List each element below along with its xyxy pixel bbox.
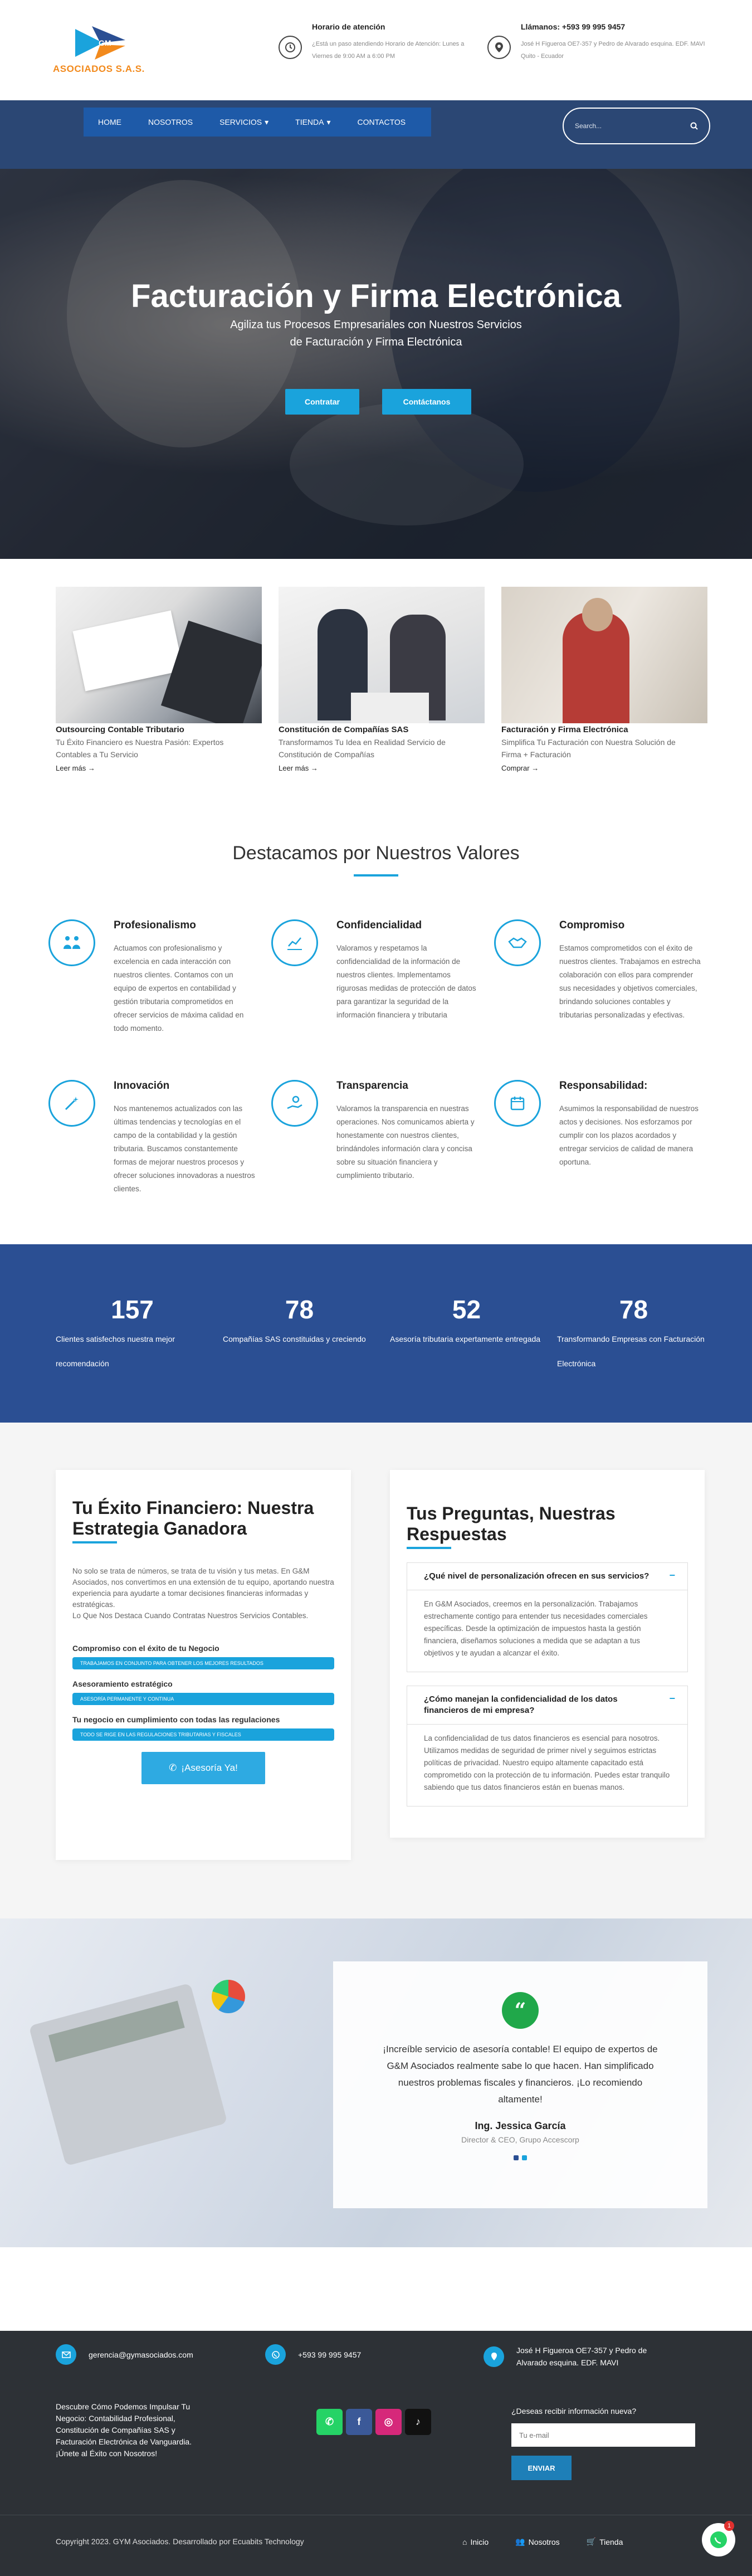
value-title: Confidencialidad — [336, 919, 422, 931]
value-text: Valoramos la transparencia en nuestras operaciones. Nos comunicamos abierta y honestamente con nuestros clientes, brindándoles información clara y concisa sobre su situación financiera y cumplimiento tributario. — [336, 1104, 475, 1180]
clock-icon — [279, 36, 302, 59]
nav-item-servicios[interactable]: SERVICIOS ▾ — [219, 117, 269, 126]
logo-mark-icon — [70, 23, 131, 62]
strategy-text: Lo Que Nos Destaca Cuando Contratas Nuestros Servicios Contables. — [72, 1611, 309, 1620]
stat-label: Transformando Empresas con Facturación Electrónica — [557, 1335, 705, 1368]
hours-text: ¿Está un paso atendiendo Horario de Atención: Lunes a Viernes de 9:00 AM a 6:00 PM — [312, 41, 465, 60]
values-title: Destacamos por Nuestros Valores — [232, 843, 520, 864]
nav-item-tienda[interactable]: TIENDA ▾ — [295, 117, 331, 126]
footer-phone[interactable]: +593 99 995 9457 — [265, 2344, 361, 2365]
service-image — [501, 587, 707, 723]
location-icon — [484, 2346, 504, 2367]
service-title: Constitución de Compañías SAS — [279, 725, 409, 734]
stat-item — [223, 1294, 390, 1351]
arrow-right-icon: → — [87, 764, 95, 772]
hours-title: Horario de atención — [312, 22, 385, 31]
service-desc: Transformamos Tu Idea en Realidad Servicio de Constitución de Compañías — [279, 738, 446, 759]
testimonial-text: ¡Increíble servicio de asesoría contable! El equipo de expertos de G&M Asociados realmente sabe lo que hacen. Han simplificado nuestros problemas fiscales y financieros. ¡Lo recomiendo altamente! — [383, 2044, 658, 2105]
faq-title: Tus Preguntas, Nuestras Respuestas — [407, 1503, 616, 1544]
hero-subtitle-line: de Facturación y Firma Electrónica — [290, 336, 462, 348]
main-navbar — [0, 100, 752, 169]
nav-item-home[interactable]: HOME — [98, 118, 121, 126]
asesoria-button[interactable]: ✆ ¡Asesoría Ya! — [141, 1752, 265, 1784]
stat-number: 78 — [619, 1295, 648, 1324]
strategy-faq-section — [0, 1423, 752, 1918]
address-text: José H Figueroa OE7-357 y Pedro de Alvarado esquina. EDF. MAVI Quito - Ecuador — [521, 41, 705, 60]
footer-links — [462, 2537, 623, 2546]
testimonial-role: Director & CEO, Grupo Accescorp — [461, 2135, 579, 2144]
logo-mark-text: GM — [99, 38, 111, 47]
faq-answer: La confidencialidad de tus datos financieros es esencial para nosotros. Utilizamos medidas de seguridad de primer nivel y seguimos estrictas políticas de privacidad. Nuestro equipo altamente capacitado está comprometido con la protección de tu información. Puedes estar tranquilo sabiendo que tus datos financieros están en buenas manos. — [424, 1734, 670, 1791]
value-title: Compromiso — [559, 919, 625, 931]
faq-answer: En G&M Asociados, creemos en la personalización. Trabajamos estrechamente contigo para entender tus necesidades comerciales específicas. Desde la optimización de impuestos hasta la gestión financiera, diseñamos soluciones a medida que se adaptan a tus objetivos y te ayudan a alcanzar el éxito. — [424, 1600, 648, 1657]
quote-icon: “ — [502, 1992, 539, 2029]
email-icon — [56, 2344, 76, 2365]
footer-link-nosotros[interactable]: 👥 Nosotros — [515, 2537, 560, 2546]
faq-panel — [390, 1470, 705, 1838]
chevron-down-icon: ▾ — [326, 117, 331, 126]
calendar-icon — [494, 1080, 541, 1127]
stat-number: 52 — [452, 1295, 481, 1324]
home-icon: ⌂ — [462, 2537, 467, 2546]
stat-item — [557, 1294, 724, 1376]
location-icon — [487, 36, 511, 59]
people-icon: 👥 — [515, 2537, 525, 2546]
pie-chart-image — [212, 1980, 245, 2013]
hero-banner — [0, 169, 752, 559]
whatsapp-float-button[interactable] — [702, 2523, 735, 2556]
progress-label: Tu negocio en cumplimiento con todas las regulaciones — [72, 1715, 280, 1724]
whatsapp-icon[interactable]: ✆ — [316, 2409, 343, 2435]
value-text: Nos mantenemos actualizados con las últimas tendencias y tecnologías en el campo de la contabilidad y la gestión tributaria. Buscamos constantemente formas de mejorar nuestros procesos y ofrecer soluciones innovadoras a nuestros clientes. — [114, 1104, 255, 1193]
newsletter-submit-button[interactable]: ENVIAR — [511, 2456, 572, 2480]
arrow-right-icon: → — [310, 764, 318, 772]
service-title: Facturación y Firma Electrónica — [501, 725, 628, 734]
nav-menu — [84, 108, 431, 137]
stat-item — [390, 1294, 557, 1351]
testimonial-name: Ing. Jessica García — [475, 2120, 566, 2131]
footer-about: Descubre Cómo Podemos Impulsar Tu Negocio: Contabilidad Profesional, Constitución de Compañías SAS y Facturación Electrónica de Vanguardia. ¡Únete al Éxito con Nosotros! — [56, 2402, 192, 2458]
stat-number: 78 — [285, 1295, 314, 1324]
newsletter-label: ¿Deseas recibir información nueva? — [511, 2407, 637, 2416]
logo-text: ASOCIADOS S.A.S. — [53, 64, 145, 74]
whatsapp-icon — [709, 2530, 728, 2549]
value-title: Responsabilidad: — [559, 1080, 648, 1092]
service-desc: Simplifica Tu Facturación con Nuestra Solución de Firma + Facturación — [501, 738, 676, 759]
company-logo[interactable] — [53, 23, 153, 79]
progress-bar: ASESORÍA PERMANENTE Y CONTINUA — [72, 1693, 334, 1705]
magic-wand-icon — [48, 1080, 95, 1127]
progress-bar: TODO SE RIGE EN LAS REGULACIONES TRIBUTARIAS Y FISCALES — [72, 1728, 334, 1741]
copyright-text: Copyright 2023. GYM Asociados. Desarrollado por Ecuabits Technology — [56, 2537, 304, 2546]
search-input[interactable] — [575, 122, 690, 130]
faq-item — [407, 1686, 688, 1806]
newsletter-form — [511, 2407, 695, 2480]
handshake-icon — [494, 919, 541, 966]
newsletter-email-input[interactable] — [511, 2423, 695, 2447]
title-underline — [407, 1547, 451, 1549]
progress-label: Asesoramiento estratégico — [72, 1679, 173, 1688]
service-card[interactable] — [501, 587, 707, 772]
services-section — [0, 559, 752, 796]
hero-subtitle — [0, 316, 752, 351]
whatsapp-icon: ✆ — [169, 1762, 177, 1773]
footer-email[interactable]: gerencia@gymasociados.com — [56, 2344, 193, 2365]
service-title: Outsourcing Contable Tributario — [56, 725, 184, 734]
service-link[interactable]: Leer más → — [279, 764, 318, 772]
minus-icon[interactable]: − — [669, 1693, 675, 1704]
testimonial-card — [333, 1961, 707, 2208]
value-text: Actuamos con profesionalismo y excelencia en cada interacción con nuestros clientes. Contamos con un equipo de expertos en contabilidad y gestión tributaria comprometidos en ofrecer servicios de máxima calidad en todo momento. — [114, 944, 244, 1033]
value-title: Profesionalismo — [114, 919, 196, 931]
service-link[interactable]: Leer más → — [56, 764, 95, 772]
social-links — [316, 2409, 431, 2435]
nav-item-nosotros[interactable]: NOSOTROS — [148, 118, 193, 126]
value-text: Estamos comprometidos con el éxito de nuestros clientes. Trabajamos en estrecha colaboración con ellos para comprender sus necesidades y objetivos comerciales, brindando soluciones contables y tributarias personalizadas y efectivas. — [559, 944, 701, 1019]
testimonial-section — [0, 1918, 752, 2247]
search-box — [563, 108, 710, 144]
notification-badge: 1 — [724, 2521, 734, 2531]
contratar-button[interactable]: Contratar — [285, 389, 359, 415]
stat-label: Asesoría tributaria expertamente entregada — [390, 1335, 541, 1343]
cart-icon: 🛒 — [586, 2537, 597, 2546]
hero-title: Facturación y Firma Electrónica — [131, 278, 621, 314]
footer — [0, 2331, 752, 2576]
phone-title[interactable]: Llámanos: +593 99 995 9457 — [521, 22, 626, 31]
carousel-dots — [333, 2155, 707, 2160]
minus-icon[interactable]: − — [669, 1570, 675, 1581]
faq-item — [407, 1562, 688, 1672]
stat-label: Compañías SAS constituidas y creciendo — [223, 1335, 366, 1343]
service-image — [56, 587, 262, 723]
nav-item-contactos[interactable]: CONTACTOS — [357, 118, 406, 126]
footer-link-inicio[interactable]: ⌂ Inicio — [462, 2537, 489, 2546]
top-header — [0, 0, 752, 100]
faq-question[interactable]: ¿Qué nivel de personalización ofrecen en sus servicios? − — [407, 1563, 687, 1590]
stat-number: 157 — [111, 1295, 154, 1324]
faq-question[interactable]: ¿Cómo manejan la confidencialidad de los datos financieros de mi empresa? − — [407, 1686, 687, 1725]
hero-overlay — [0, 169, 752, 559]
footer-link-tienda[interactable]: 🛒 Tienda — [586, 2537, 623, 2546]
calculator-image — [28, 1983, 227, 2166]
strategy-panel — [56, 1470, 351, 1860]
strategy-text: No solo se trata de números, se trata de tu visión y tus metas. En G&M Asociados, nos convertimos en una extensión de tu equipo, aportando nuestra experiencia para ayudarte a tomar decisiones financieras informadas y estratégicas. — [72, 1567, 334, 1609]
arrow-right-icon: → — [531, 764, 539, 772]
search-icon[interactable] — [690, 122, 698, 130]
value-title: Innovación — [114, 1080, 170, 1092]
spacer — [0, 2247, 752, 2331]
whatsapp-icon — [265, 2344, 286, 2365]
stat-label: Clientes satisfechos nuestra mejor recomendación — [56, 1335, 175, 1368]
stat-item — [56, 1294, 223, 1376]
instagram-icon[interactable]: ◎ — [375, 2409, 402, 2435]
contactanos-button[interactable]: Contáctanos — [382, 389, 471, 415]
chart-icon — [271, 919, 318, 966]
value-text: Valoramos y respetamos la confidencialidad de la información de nuestros clientes. Implementamos rigurosas medidas de protección de datos para garantizar la seguridad de la información financiera y tributaria — [336, 944, 476, 1019]
facebook-icon[interactable]: f — [346, 2409, 372, 2435]
service-card[interactable] — [279, 587, 485, 772]
progress-bar: TRABAJAMOS EN CONJUNTO PARA OBTENER LOS MEJORES RESULTADOS — [72, 1657, 334, 1669]
stats-section — [0, 1244, 752, 1423]
strategy-title: Tu Éxito Financiero: Nuestra Estrategia Ganadora — [72, 1498, 314, 1538]
service-desc: Tu Éxito Financiero es Nuestra Pasión: Expertos Contables a Tu Servicio — [56, 738, 224, 759]
contact-block — [487, 22, 710, 62]
value-title: Transparencia — [336, 1080, 408, 1092]
values-section — [0, 796, 752, 1244]
service-image — [279, 587, 485, 723]
title-underline — [72, 1541, 117, 1543]
hours-block — [279, 22, 468, 62]
chevron-down-icon: ▾ — [265, 117, 269, 126]
footer-address: José H Figueroa OE7-357 y Pedro de Alvarado esquina. EDF. MAVI — [484, 2344, 672, 2369]
value-text: Asumimos la responsabilidad de nuestros actos y decisiones. Nos esforzamos por cumplir con los plazos acordados y entregar servicios de calidad de manera oportuna. — [559, 1104, 699, 1166]
people-icon — [48, 919, 95, 966]
carousel-dot[interactable] — [522, 2155, 527, 2160]
carousel-dot[interactable] — [514, 2155, 519, 2160]
title-underline — [354, 874, 398, 876]
hand-coin-icon — [271, 1080, 318, 1127]
service-link[interactable]: Comprar → — [501, 764, 539, 772]
progress-label: Compromiso con el éxito de tu Negocio — [72, 1644, 219, 1653]
service-card[interactable] — [56, 587, 262, 772]
tiktok-icon[interactable]: ♪ — [405, 2409, 431, 2435]
hero-subtitle-line: Agiliza tus Procesos Empresariales con Nuestros Servicios — [230, 319, 522, 331]
